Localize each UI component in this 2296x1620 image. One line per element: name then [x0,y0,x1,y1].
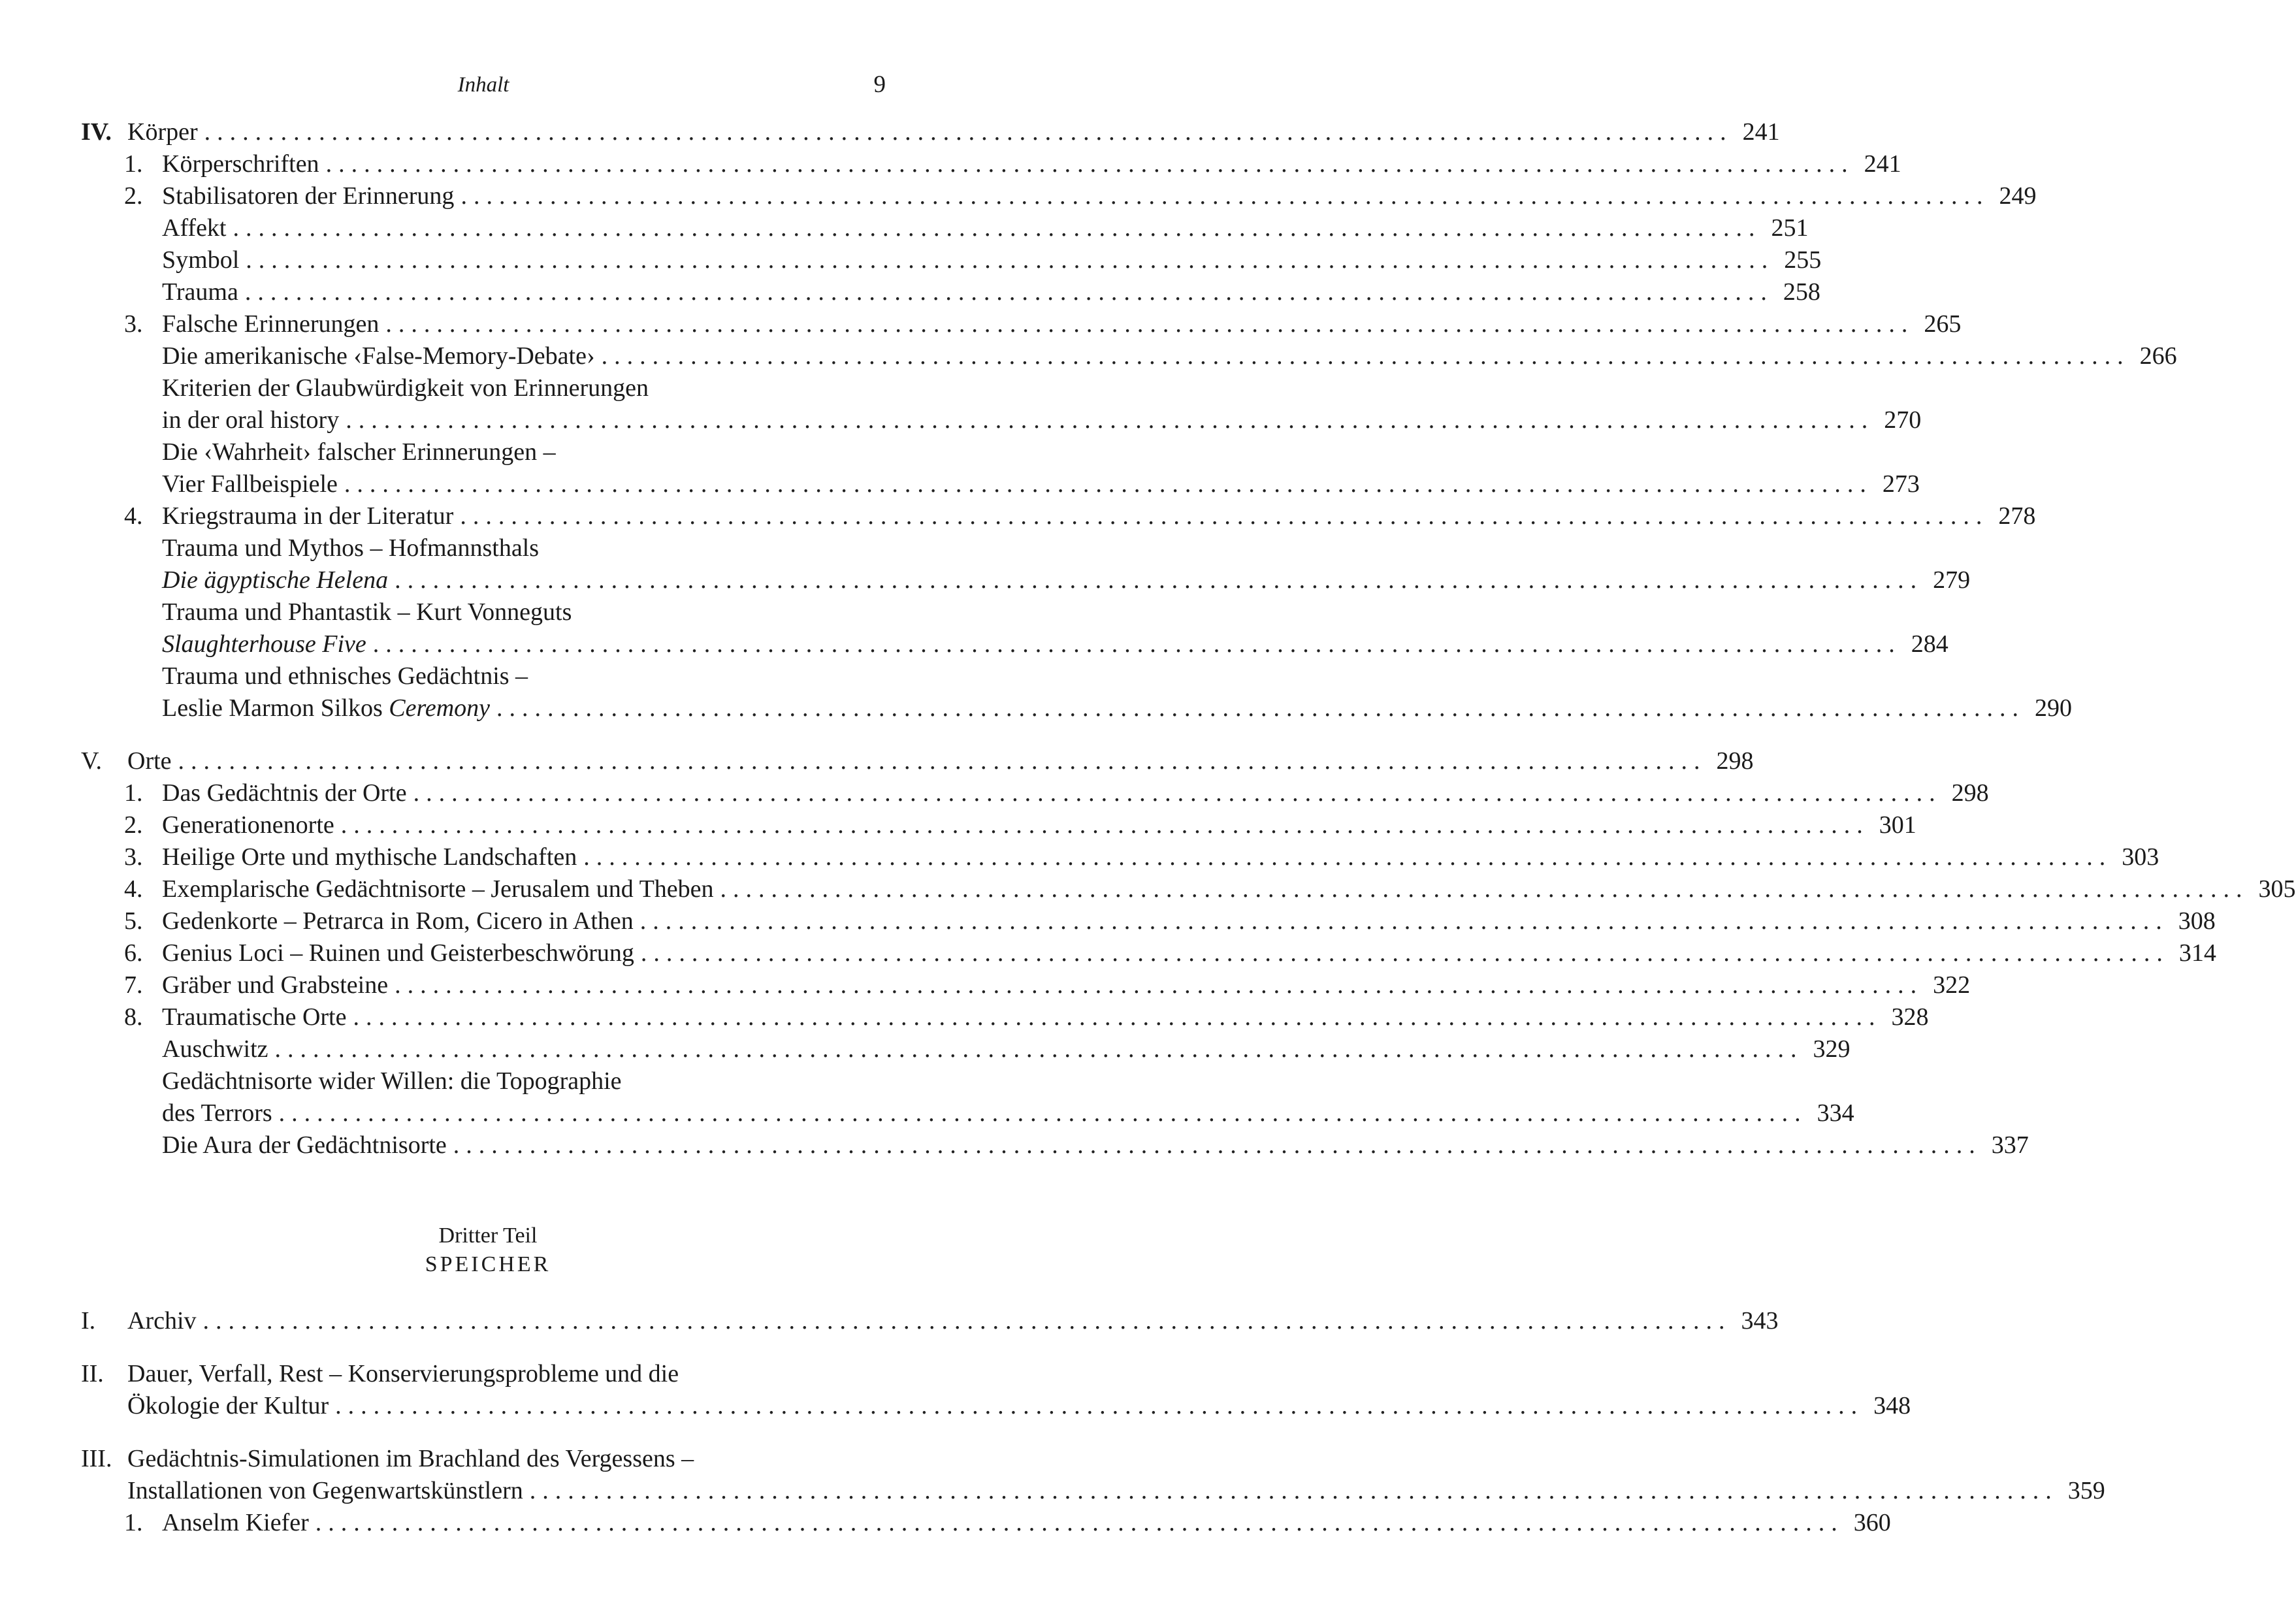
toc-entry-page: 265 [1924,310,1962,338]
toc-entry-title [162,180,454,212]
part-label: Dritter Teil [438,1223,538,1248]
toc-entry-title-text: Körperschriften [162,150,319,178]
toc-entry-title [162,468,338,500]
toc-entry [0,660,1028,692]
toc-entry-title-text: Orte [127,747,172,775]
toc-entry-title [162,628,366,660]
toc-entry-body [162,148,1901,180]
dot-leader: ........................................................................................................................ [453,1131,1982,1159]
toc-entry [0,1390,1911,1422]
toc-entry-title [162,436,556,468]
toc-entry-body [127,1390,1911,1422]
toc-entry [0,809,1916,841]
toc-entry-body [162,372,886,404]
running-head-title: Inhalt [457,73,509,97]
toc-entry-title-text: Falsche Erinnerungen [162,310,380,338]
toc-entry-page: 270 [1884,406,1922,434]
toc-entry-title-text: Symbol [162,246,240,274]
toc-entry-title [127,1305,197,1337]
toc-entry [0,500,2036,532]
part-title: SPEICHER [425,1252,551,1276]
toc-entry [0,692,2073,724]
toc-entry-title [127,116,198,148]
toc-section-orte [0,745,2296,1161]
toc-entry-page: 241 [1742,118,1780,146]
toc-entry [0,1033,1851,1065]
toc-entry-body [127,1443,886,1475]
section-gap [0,1337,1028,1358]
toc-entry-number: 3. [124,310,143,338]
toc-entry-title-text: Ökologie der Kultur [127,1392,329,1419]
toc-entry-title [162,1097,272,1129]
dot-leader: ........................................................................................................................ [340,811,1869,839]
toc-entry-title-text: Archiv [127,1307,197,1335]
section-gap [0,724,1028,745]
toc-entry-page: 334 [1817,1099,1854,1127]
toc-entry-number: 1. [124,1509,143,1536]
toc-entry-title [162,937,634,969]
toc-entry [0,873,2296,905]
toc-entry [0,308,1962,340]
toc-entry-page: 279 [1933,566,1971,594]
toc-entry-page: 251 [1771,214,1809,242]
toc-entry-number: 4. [124,875,143,903]
toc-entry-body [127,1358,886,1390]
toc-entry-title-text: Kriegstrauma in der Literatur [162,502,454,530]
dot-leader: ........................................................................................................................ [325,150,1854,178]
toc-entry-title-text: Dauer, Verfall, Rest – Konservierungsprobleme und die [127,1360,679,1387]
toc-entry-title [162,660,528,692]
toc-entry-body [162,468,1920,500]
toc-entry [0,969,1971,1001]
toc-entry-title [162,809,334,841]
toc-entry [0,1475,2105,1507]
toc-entry-title-text: des Terrors [162,1099,272,1127]
toc-entry-title [162,1507,309,1539]
toc-entry-title [162,212,227,244]
dot-leader: ........................................................................................................................ [372,630,1901,658]
toc-entry-page: 266 [2139,342,2177,370]
toc-entry-page: 360 [1853,1509,1891,1536]
dot-leader: ........................................................................................................................ [583,843,2112,871]
toc-entry-title [162,244,239,276]
toc-entry-title-text: Trauma und Phantastik – Kurt Vonneguts [162,598,572,626]
toc-entry-page: 290 [2035,694,2073,722]
toc-entry-page: 359 [2067,1477,2105,1504]
toc-entry-title [162,500,453,532]
toc-entry-title-text: Traumatische Orte [162,1003,347,1031]
toc-entry-title-text: Exemplarische Gedächtnisorte – Jerusalem und Theben [162,875,714,903]
toc-entry-title [162,564,388,596]
toc-entry-body [162,841,2159,873]
toc-entry-body [162,692,2073,724]
toc-entry-body [127,1475,2105,1507]
dot-leader: ........................................................................................................................ [601,342,2130,370]
toc-entry-body [162,905,2216,937]
toc-entry-title-text: Gräber und Grabsteine [162,971,389,999]
toc-entry-body [162,660,886,692]
toc-entry-title [162,276,238,308]
toc-section-dauer [0,1358,1911,1422]
toc-entry-body [127,745,1754,777]
toc-entry-page: 337 [1991,1131,2029,1159]
toc-entry-page: 328 [1891,1003,1929,1031]
toc-entry-title [162,873,714,905]
toc-entry-title [127,1390,329,1422]
toc-entry-body [127,116,1780,148]
toc-entry-number: IV. [81,118,112,146]
toc-entry-number: 3. [124,843,143,871]
toc-entry-title [162,340,595,372]
toc-entry-page: 298 [1716,747,1754,775]
toc-entry [0,1129,2029,1161]
toc-entry-title-text: Kriterien der Glaubwürdigkeit von Erinnerungen [162,374,649,402]
dot-leader: ........................................................................................................................ [204,118,1733,146]
dot-leader: ........................................................................................................................ [529,1477,2058,1504]
toc-entry-title-text: Genius Loci – Ruinen und Geisterbeschwörung [162,939,634,967]
toc-entry-body [162,180,2037,212]
dot-leader: ........................................................................................................................ [246,246,1775,274]
dot-leader: ........................................................................................................................ [233,214,1762,242]
dot-leader: ........................................................................................................................ [344,470,1873,498]
toc-entry-title-text: Die ‹Wahrheit› falscher Erinnerungen – [162,438,556,466]
toc-entry-title [162,905,634,937]
toc-entry [0,905,2216,937]
toc-section-archiv [0,1305,1779,1337]
toc-entry-title [162,372,649,404]
toc-entry-title-text: Das Gedächtnis der Orte [162,779,407,807]
dot-leader: ........................................................................................................................ [178,747,1707,775]
toc-entry-title-italic: Ceremony [389,694,491,722]
toc-entry-number: I. [81,1307,96,1335]
section-gap [0,1279,1028,1305]
toc-entry-page: 329 [1813,1035,1851,1063]
toc-entry-title-text: Die Aura der Gedächtnisorte [162,1131,447,1159]
toc-entry-number: 5. [124,907,143,935]
toc-entry [0,468,1920,500]
toc-entry [0,1358,1028,1390]
toc-entry-title-text: Installationen von Gegenwartskünstlern [127,1477,523,1504]
toc-entry [0,1443,1028,1475]
toc-entry-title-text: Gedenkorte – Petrarca in Rom, Cicero in Athen [162,907,634,935]
toc-entry-title [162,596,572,628]
dot-leader: ........................................................................................................................ [460,502,1989,530]
toc-entry-page: 273 [1882,470,1920,498]
toc-entry [0,1305,1779,1337]
toc-entry-body [162,1033,1851,1065]
toc-entry-number: 7. [124,971,143,999]
toc-entry-title [162,1065,622,1097]
toc-entry-body [162,276,1820,308]
toc-entry-title-text: Gedächtnisorte wider Willen: die Topographie [162,1067,622,1095]
toc-entry-title-text: Vier Fallbeispiele [162,470,338,498]
toc-entry [0,745,1754,777]
toc-entry-title [127,1443,694,1475]
toc-entry-body [162,777,1989,809]
toc-entry [0,564,1971,596]
dot-leader: ........................................................................................................................ [274,1035,1803,1063]
toc-entry-number: 8. [124,1003,143,1031]
dot-leader: ........................................................................................................................ [720,875,2249,903]
toc-section-simulationen [0,1443,2105,1539]
toc-entry-title-text: Trauma und ethnisches Gedächtnis – [162,662,528,690]
toc-entry-page: 278 [1998,502,2036,530]
toc-entry-body [162,212,1809,244]
toc-entry-number: 1. [124,150,143,178]
toc-entry-page: 322 [1933,971,1971,999]
dot-leader: ........................................................................................................................ [413,779,1942,807]
toc-entry [0,116,1780,148]
toc-entry-title-text: Gedächtnis-Simulationen im Brachland des Vergessens – [127,1445,694,1472]
toc-entry-page: 298 [1951,779,1989,807]
toc-entry-body [162,500,2036,532]
toc-entry [0,212,1809,244]
toc-entry-page: 314 [2178,939,2216,967]
toc-entry-body [162,532,886,564]
toc-entry-page: 284 [1911,630,1948,658]
toc-entry-title-text: Trauma [162,278,238,306]
dot-leader: ........................................................................................................................ [395,971,1924,999]
dot-leader: ........................................................................................................................ [335,1392,1864,1419]
toc-entry-number: 2. [124,811,143,839]
toc-entry-title-text: Anselm Kiefer [162,1509,309,1536]
toc-entry-title-text: Auschwitz [162,1035,268,1063]
toc-entry [0,532,1028,564]
toc-entry-body [162,596,886,628]
toc-entry-title-text: Körper [127,118,198,146]
section-gap [0,1422,1028,1443]
toc-entry-page: 305 [2258,875,2296,903]
toc-entry [0,1065,1028,1097]
toc-entry [0,628,1948,660]
toc-entry [0,1507,1891,1539]
toc-entry-number: 1. [124,779,143,807]
toc-entry-body [162,244,1822,276]
toc-entry-title [162,1033,268,1065]
toc-entry-body [127,1305,1779,1337]
toc-entry-body [162,1129,2029,1161]
toc-entry [0,937,2216,969]
toc-entry-body [162,1507,1891,1539]
toc-entry-body [162,404,1922,436]
dot-leader: ........................................................................................................................ [461,182,1990,210]
toc-entry [0,596,1028,628]
table-of-contents [0,116,2296,1539]
toc-entry-title [162,969,388,1001]
toc-entry-body [162,564,1971,596]
toc-entry-title [162,1129,447,1161]
page-number: 9 [873,71,886,98]
toc-entry-number: III. [81,1445,112,1472]
toc-entry [0,244,1822,276]
toc-entry-body [162,308,1962,340]
toc-entry-title [162,1001,346,1033]
toc-entry-body [162,937,2216,969]
toc-entry [0,148,1901,180]
toc-entry-number: 4. [124,502,143,530]
toc-entry [0,436,1028,468]
toc-entry-title-text: Die amerikanische ‹False-Memory-Debate› [162,342,595,370]
dot-leader: ........................................................................................................................ [639,907,2169,935]
toc-entry-page: 303 [2122,843,2159,871]
toc-entry-body [162,1065,886,1097]
toc-entry-page: 301 [1879,811,1916,839]
toc-entry-page: 348 [1873,1392,1911,1419]
toc-entry [0,340,2177,372]
toc-entry-title-text: Affekt [162,214,227,242]
toc-entry-title-italic: Die ägyptische Helena [162,566,389,594]
toc-entry-title [127,745,172,777]
toc-entry [0,841,2159,873]
running-head [0,71,1028,99]
section-gap [0,1161,1028,1222]
toc-entry-body [162,873,2296,905]
dot-leader: ........................................................................................................................ [640,939,2169,967]
toc-entry-page: 308 [2178,907,2216,935]
dot-leader: ........................................................................................................................ [202,1307,1732,1335]
toc-entry-title-text: Generationenorte [162,811,334,839]
toc-entry-page: 258 [1783,278,1820,306]
dot-leader: ........................................................................................................................ [346,406,1875,434]
toc-entry [0,777,1989,809]
toc-entry-body [162,436,886,468]
toc-entry-title-text: Trauma und Mythos – Hofmannsthals [162,534,540,562]
toc-entry-title-text: Heilige Orte und mythische Landschaften [162,843,577,871]
toc-entry-title [127,1475,523,1507]
toc-entry [0,1001,1929,1033]
toc-entry-title [162,308,379,340]
toc-entry [0,372,1028,404]
toc-entry-title [162,532,539,564]
toc-entry-number: 6. [124,939,143,967]
toc-entry-title [127,1358,679,1390]
toc-entry-body [162,628,1948,660]
dot-leader: ........................................................................................................................ [244,278,1773,306]
toc-entry-body [162,340,2177,372]
toc-entry-title [162,148,319,180]
toc-entry-number: 2. [124,182,143,210]
toc-entry [0,180,2037,212]
toc-entry-title-text: in der oral history [162,406,340,434]
toc-entry-body [162,1001,1929,1033]
dot-leader: ........................................................................................................................ [278,1099,1807,1127]
toc-entry-page: 249 [1999,182,2037,210]
toc-entry-title [162,841,577,873]
toc-entry-title [162,404,339,436]
toc-entry-body [162,809,1916,841]
toc-entry [0,276,1820,308]
toc-entry [0,404,1922,436]
dot-leader: ........................................................................................................................ [353,1003,1882,1031]
toc-entry-number: V. [81,747,103,775]
toc-entry-page: 241 [1864,150,1901,178]
toc-entry-page: 343 [1741,1307,1779,1335]
toc-entry-title [162,777,407,809]
toc-entry-number: II. [81,1360,104,1387]
dot-leader: ........................................................................................................................ [315,1509,1844,1536]
toc-entry-title-text: Leslie Marmon Silkos [162,694,389,722]
toc-entry-title-text: Stabilisatoren der Erinnerung [162,182,455,210]
dot-leader: ........................................................................................................................ [496,694,2026,722]
toc-entry-title [162,692,490,724]
toc-entry-title-italic: Slaughterhouse Five [162,630,366,658]
toc-section-koerper [0,116,2177,724]
toc-entry-body [162,969,1971,1001]
toc-entry-body [162,1097,1854,1129]
dot-leader: ........................................................................................................................ [395,566,1924,594]
toc-entry [0,1097,1854,1129]
toc-entry-page: 255 [1784,246,1822,274]
dot-leader: ........................................................................................................................ [385,310,1915,338]
